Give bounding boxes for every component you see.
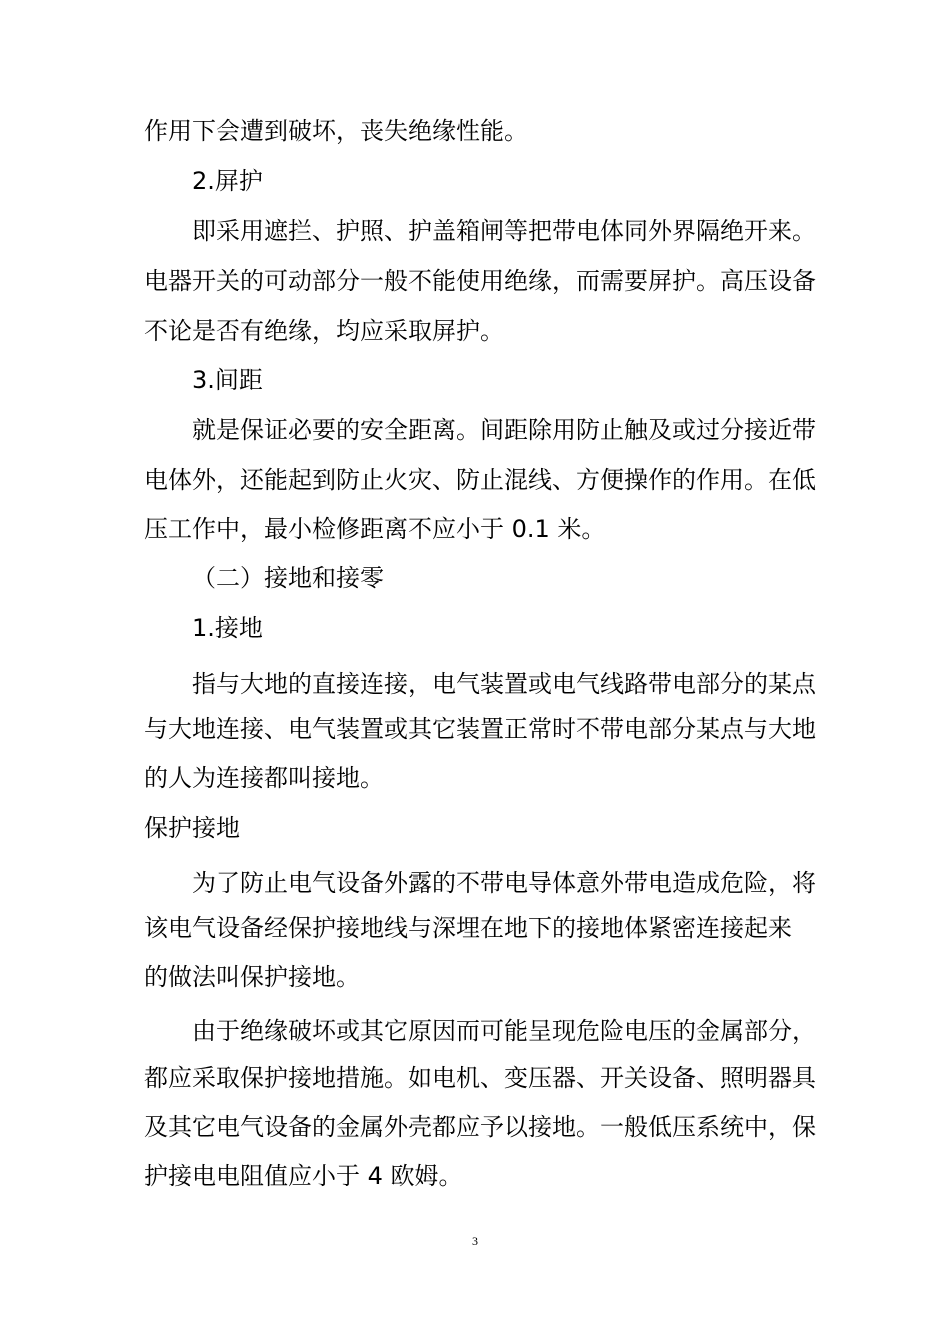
text-line-18: 的做法叫保护接地。 (144, 963, 360, 991)
heading-protective-grounding: 保护接地 (144, 814, 240, 842)
heading-grounding-and-neutral: （二）接地和接零 (192, 564, 384, 592)
heading-grounding: 1.接地 (192, 614, 263, 642)
text-line-12: 指与大地的直接连接，电气装置或电气线路带电部分的某点 (192, 670, 816, 698)
text-line-14: 的人为连接都叫接地。 (144, 764, 384, 792)
heading-shielding: 2.屏护 (192, 167, 263, 195)
page-number: 3 (472, 1234, 478, 1248)
text-line-3: 即采用遮拦、护照、护盖箱闸等把带电体同外界隔绝开来。 (192, 217, 816, 245)
text-line-13: 与大地连接、电气装置或其它装置正常时不带电部分某点与大地 (144, 715, 816, 743)
text-line-17: 该电气设备经保护接地线与深埋在地下的接地体紧密连接起来 (144, 914, 792, 942)
text-line-7: 就是保证必要的安全距离。间距除用防止触及或过分接近带 (192, 416, 816, 444)
text-line-5: 不论是否有绝缘，均应采取屏护。 (144, 317, 504, 345)
text-line-22: 护接电电阻值应小于 4 欧姆。 (144, 1162, 463, 1190)
text-line-4: 电器开关的可动部分一般不能使用绝缘，而需要屏护。高压设备 (144, 267, 816, 295)
text-line-21: 及其它电气设备的金属外壳都应予以接地。一般低压系统中，保 (144, 1113, 816, 1141)
heading-spacing: 3.间距 (192, 366, 263, 394)
text-line-9: 压工作中，最小检修距离不应小于 0.1 米。 (144, 515, 606, 543)
text-line-20: 都应采取保护接地措施。如电机、变压器、开关设备、照明器具 (144, 1064, 816, 1092)
text-line-1: 作用下会遭到破坏，丧失绝缘性能。 (144, 117, 528, 145)
text-line-8: 电体外，还能起到防止火灾、防止混线、方便操作的作用。在低 (144, 466, 816, 494)
text-line-19: 由于绝缘破坏或其它原因而可能呈现危险电压的金属部分， (192, 1017, 816, 1045)
text-line-16: 为了防止电气设备外露的不带电导体意外带电造成危险，将 (192, 869, 816, 897)
